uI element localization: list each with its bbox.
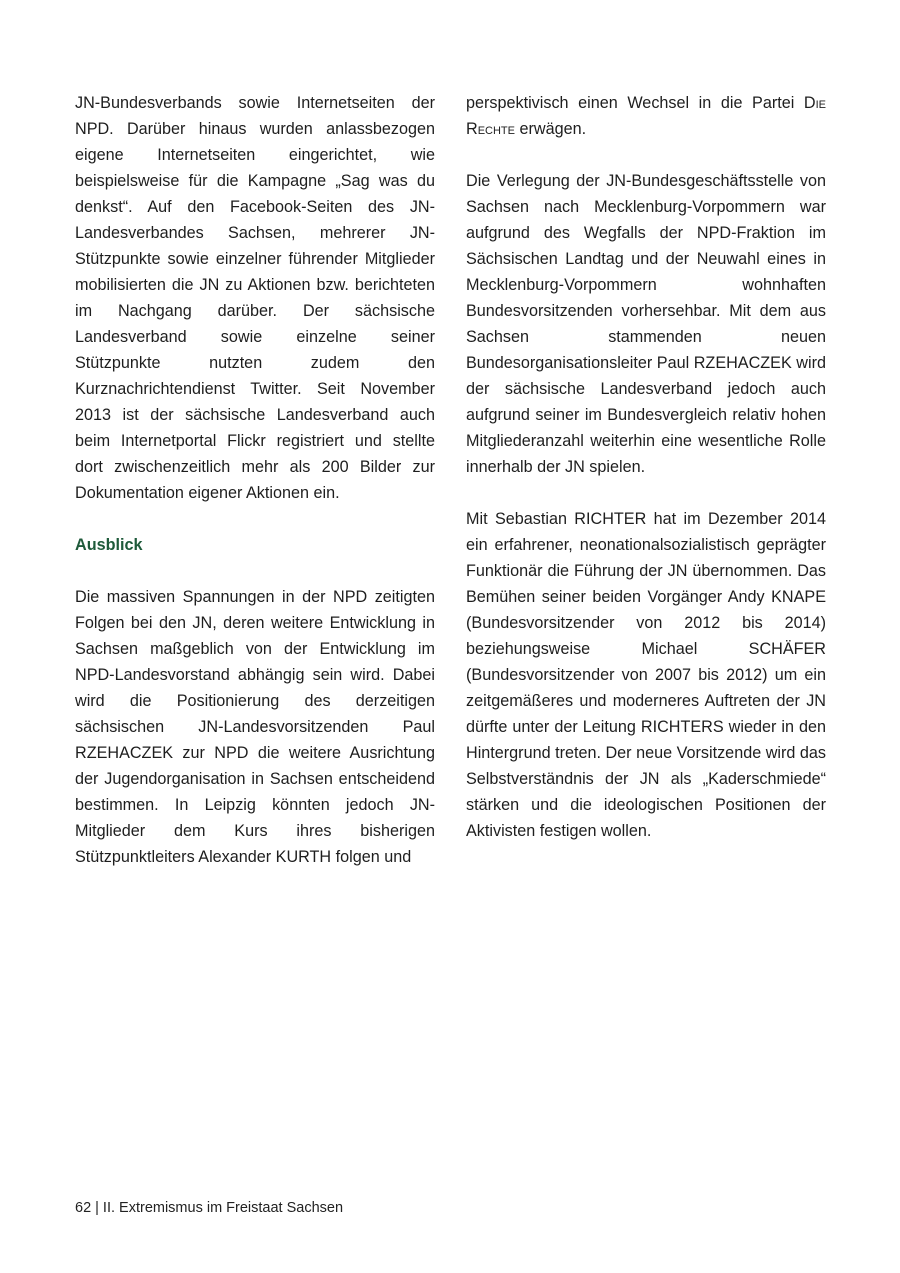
footer-separator: | (95, 1200, 99, 1216)
page-footer (75, 1198, 343, 1218)
right-paragraph-1-end: erwägen. (514, 120, 587, 138)
footer-section-title: II. Extremismus im Freistaat Sachsen (102, 1200, 344, 1216)
right-paragraph-1 (466, 90, 826, 142)
paragraph-gap (75, 506, 435, 532)
right-column (466, 90, 826, 844)
section-heading-ausblick: Ausblick (75, 536, 143, 554)
paragraph-gap (466, 142, 826, 168)
left-paragraph-2: Die massiven Spannungen in der NPD zeitigten Folgen bei den JN, deren weitere Entwicklung in Sachsen maßgeblich von der Entwicklung im NPD-Landesvorstand abhängig sein wird. Dabei wird die Positionierung des derzeitigen sächsischen JN-Landesvorsitzenden Paul RZEHACZEK zur NPD die weitere Ausrichtung der Jugendorganisation in Sachsen entscheidend bestimmen. In Leipzig könnten jedoch JN-Mitglieder dem Kurs ihres bisherigen Stützpunktleiters Alexander KURTH folgen und (75, 588, 435, 866)
left-column (75, 90, 435, 870)
left-paragraph-1: JN-Bundesverbands sowie Internetseiten der NPD. Darüber hinaus wurden anlassbezogen eigene Internetseiten eingerichtet, wie beispielsweise für die Kampagne „Sag was du denkst“. Auf den Facebook-Seiten des JN-Landesverbandes Sachsen, mehrerer JN-Stützpunkte sowie einzelner führender Mitglieder mobilisierten die JN zu Aktionen bzw. berichteten im Nachgang darüber. Der sächsische Landesverband sowie einzelne seiner Stützpunkte nutzten zudem den Kurznachrichtendienst Twitter. Seit November 2013 ist der sächsische Landesverband auch beim Internetportal Flickr registriert und stellte dort zwischenzeitlich mehr als 200 Bilder zur Dokumentation eigener Aktionen ein. (75, 94, 435, 502)
party-name-die-rechte: Die Rechte (466, 94, 826, 138)
paragraph-gap (466, 480, 826, 506)
right-paragraph-3: Mit Sebastian RICHTER hat im Dezember 2014 ein erfahrener, neonationalsozialistisch geprägter Funktionär die Führung der JN übernommen. Das Bemühen seiner beiden Vorgänger Andy KNAPE (Bundesvorsitzender von 2012 bis 2014) beziehungsweise Michael SCHÄFER (Bundesvorsitzender von 2007 bis 2012) um ein zeitgemäßeres und moderneres Auftreten der JN dürfte unter der Leitung RICHTERS wieder in den Hintergrund treten. Der neue Vorsitzende wird das Selbstverständnis der JN als „Kaderschmiede“ stärken und die ideologischen Positionen der Aktivisten festigen wollen. (466, 510, 826, 840)
right-paragraph-1-start: perspektivisch einen Wechsel in die Partei (466, 94, 804, 112)
right-paragraph-2: Die Verlegung der JN-Bundesgeschäftsstelle von Sachsen nach Mecklenburg-Vorpommern war aufgrund des Wegfalls der NPD-Fraktion im Sächsischen Landtag und der Neuwahl eines in Mecklenburg-Vorpommern wohnhaften Bundesvorsitzenden vorhersehbar. Mit dem aus Sachsen stammenden neuen Bundesorganisationsleiter Paul RZEHACZEK wird der sächsische Landesverband jedoch auch aufgrund seiner im Bundesvergleich relativ hohen Mitgliederanzahl weiterhin eine wesentliche Rolle innerhalb der JN spielen. (466, 172, 826, 476)
page-number: 62 (75, 1200, 92, 1216)
paragraph-gap (75, 558, 435, 584)
